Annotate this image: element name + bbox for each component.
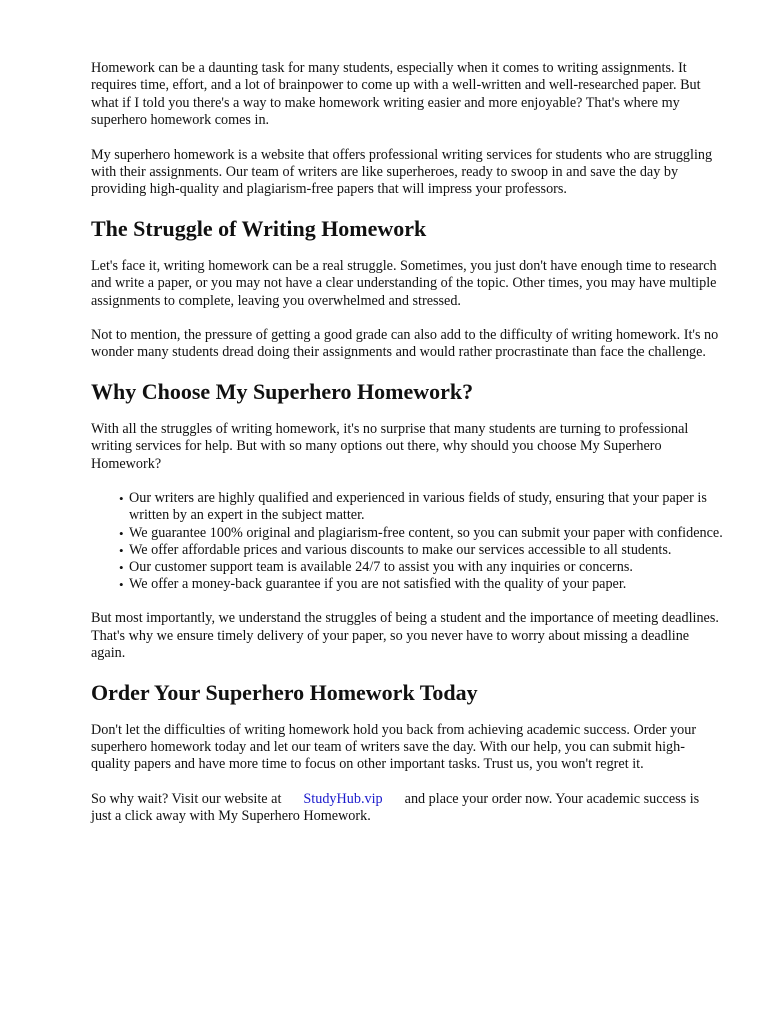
final-text-after: and place your order now. Your academic success is just a click away with My Superhero Homework.: [91, 790, 700, 825]
list-item: [119, 541, 723, 559]
list-item-text: Our customer support team is available 24/7 to assist you with any inquiries or concerns.: [129, 558, 633, 575]
why-choose-closing: But most importantly, we understand the struggles of being a student and the importance of meeting deadlines. That's why we ensure timely delivery of your paper, so you never have to worry about missing a deadline again.: [91, 610, 719, 662]
list-item-text: We offer affordable prices and various discounts to make our services accessible to all students.: [129, 541, 672, 558]
intro-paragraph-1: Homework can be a daunting task for many students, especially when it comes to writing assignments. It requires time, effort, and a lot of brainpower to come up with a well-written and well-researched paper. But what if I told you there's a way to make homework writing easier and more enjoyable? That's where my superhero homework comes in.: [91, 60, 701, 129]
document-page: [91, 60, 723, 843]
list-item-text: Our writers are highly qualified and experienced in various fields of study, ensuring that your paper is written by an expert in the subject matter.: [129, 490, 707, 524]
bullet-icon: •: [119, 491, 124, 507]
list-item-text: We offer a money-back guarantee if you are not satisfied with the quality of your paper.: [129, 576, 627, 593]
studyhub-link[interactable]: StudyHub.vip: [303, 790, 383, 807]
why-choose-intro: With all the struggles of writing homework, it's no surprise that many students are turning to professional writing services for help. But with so many options out there, why should you choose My Superhero Homework?: [91, 420, 689, 472]
section-heading-struggle: The Struggle of Writing Homework: [91, 215, 427, 241]
section-heading-order: Order Your Superhero Homework Today: [91, 679, 478, 705]
list-item-text: We guarantee 100% original and plagiarism-free content, so you can submit your paper with confidence.: [129, 524, 723, 541]
bullet-icon: •: [119, 525, 124, 541]
struggle-paragraph-1: Let's face it, writing homework can be a real struggle. Sometimes, you just don't have enough time to research and write a paper, or you may not have a clear understanding of the topic. Other times, you may have multiple assignments to complete, leaving you overwhelmed and stressed.: [91, 257, 717, 309]
struggle-paragraph-2: Not to mention, the pressure of getting a good grade can also add to the difficulty of writing homework. It's no wonder many students dread doing their assignments and would rather procrastinate than face the challenge.: [91, 327, 719, 361]
list-item: [119, 576, 723, 593]
final-paragraph: [91, 791, 723, 826]
list-item: [119, 524, 723, 542]
section-heading-why-choose: Why Choose My Superhero Homework?: [91, 378, 474, 404]
final-text-before: So why wait? Visit our website at: [91, 790, 282, 807]
benefits-list: [91, 490, 723, 593]
bullet-icon: •: [119, 559, 124, 575]
list-item: [119, 558, 723, 576]
list-item: [119, 490, 723, 524]
bullet-icon: •: [119, 577, 124, 593]
order-paragraph: Don't let the difficulties of writing homework hold you back from achieving academic success. Order your superhero homework today and let our team of writers save the day. With our help, you can submit high-quality papers and have more time to focus on other important tasks. Trust us, you won't regret it.: [91, 721, 697, 773]
intro-paragraph-2: My superhero homework is a website that offers professional writing services for students who are struggling with their assignments. Our team of writers are like superheroes, ready to swoop in and save the day by providing high-quality and plagiarism-free papers that will impress your professors.: [91, 146, 713, 198]
bullet-icon: •: [119, 542, 124, 558]
